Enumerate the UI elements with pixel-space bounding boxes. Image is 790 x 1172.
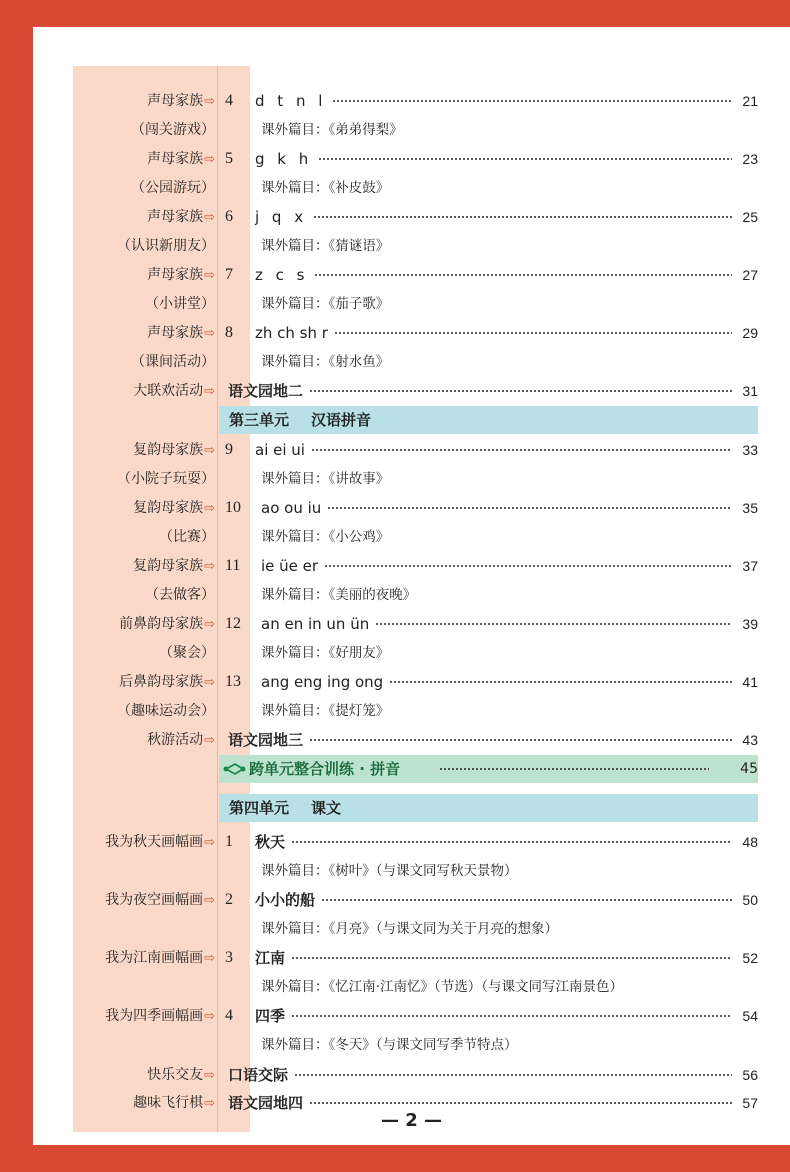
toc-entry[interactable] [33,1061,790,1089]
toc-entry[interactable] [33,145,790,173]
unit-header [219,794,758,822]
extra-reading: 课外篇目：《树叶》（与课文同写秋天景物） [261,863,518,879]
page-ref: 43 [742,732,758,748]
right-arrow-icon: ⇨ [204,152,215,167]
lesson-title: 语文园地二 [228,382,304,400]
right-arrow-icon: ⇨ [204,94,215,109]
activity-label-text: （课间活动） [131,354,215,370]
activity-label [147,145,215,173]
lesson-number: 4 [225,92,233,109]
lesson-title: d t n l [255,92,327,110]
right-arrow-icon: ⇨ [204,617,215,632]
activity-label-text: 声母家族 [147,151,204,167]
toc-entry[interactable] [33,203,790,231]
leader-dots [321,899,732,901]
activity-label [131,348,215,376]
activity-label-text: 趣味飞行棋 [133,1095,204,1111]
activity-label-text: （比赛） [159,529,215,545]
page-ref: 25 [742,209,758,225]
right-arrow-icon: ⇨ [204,268,215,283]
right-arrow-icon: ⇨ [204,210,215,225]
extra-reading: 课外篇目：《冬天》（与课文同写季节特点） [261,1037,518,1053]
activity-label-text: （去做客） [145,587,215,603]
activity-label [147,726,215,754]
training-title: 跨单元整合训练 · 拼音 [249,760,401,778]
extra-reading: 课外篇目：《忆江南·江南忆》（节选）（与课文同写江南景色） [261,979,624,995]
lesson-number: 2 [225,891,233,908]
leader-dots [311,449,732,451]
connector-icon [223,761,247,781]
toc-entry[interactable] [33,319,790,347]
extra-reading-row[interactable] [33,697,790,725]
lesson-title: 口语交际 [228,1066,289,1084]
leader-dots [313,216,732,218]
leader-dots [327,507,732,509]
lesson-title: ao ou iu [261,499,322,517]
lesson-title: ai ei ui [255,441,305,459]
activity-label [133,552,215,580]
activity-label [117,465,215,493]
lesson-title: zh ch sh r [255,324,328,342]
lesson-title: z c s [255,266,309,284]
extra-reading-row[interactable] [33,523,790,551]
lesson-number: 12 [225,615,241,632]
extra-reading: 课外篇目：《射水鱼》 [261,354,390,370]
leader-dots [389,681,732,683]
activity-label-text: 声母家族 [147,209,204,225]
activity-label [147,1061,215,1089]
unit-number: 第四单元 [229,799,290,817]
toc-entry[interactable] [33,610,790,638]
lesson-number: 8 [225,324,233,341]
extra-reading: 课外篇目：《弟弟得梨》 [261,122,403,138]
activity-label [105,828,215,856]
leader-dots [439,768,709,770]
page-ref: 27 [742,267,758,283]
toc-entry[interactable] [33,261,790,289]
extra-reading: 课外篇目：《小公鸡》 [261,529,390,545]
activity-label [105,944,215,972]
toc-page [33,27,790,1145]
activity-label-text: 我为四季画幅画 [105,1008,204,1024]
page-ref: 23 [742,151,758,167]
extra-reading-row[interactable] [33,915,790,943]
lesson-title: 四季 [255,1007,286,1025]
right-arrow-icon: ⇨ [204,675,215,690]
extra-reading: 课外篇目：《讲故事》 [261,471,390,487]
activity-label-text: （公园游玩） [131,180,215,196]
extra-reading: 课外篇目：《猜谜语》 [261,238,390,254]
leader-dots [324,565,732,567]
page-ref: 57 [742,1095,758,1111]
right-arrow-icon: ⇨ [204,559,215,574]
lesson-number: 3 [225,949,233,966]
leader-dots [334,332,732,334]
page-number: — 2 — [380,1110,443,1131]
leader-dots [332,100,732,102]
activity-label [147,87,215,115]
unit-header [219,406,758,434]
right-arrow-icon: ⇨ [204,951,215,966]
right-arrow-icon: ⇨ [204,1068,215,1083]
activity-label [133,494,215,522]
lesson-title: 秋天 [255,833,286,851]
extra-reading-row[interactable] [33,465,790,493]
toc-entry[interactable] [33,87,790,115]
lesson-number: 1 [225,833,233,850]
toc-entry[interactable] [33,494,790,522]
lesson-title: ie üe er [261,557,319,575]
activity-label [133,436,215,464]
lesson-title: ang eng ing ong [261,673,384,691]
activity-label [105,1002,215,1030]
activity-label [119,668,215,696]
extra-reading: 课外篇目：《补皮鼓》 [261,180,390,196]
right-arrow-icon: ⇨ [204,384,215,399]
extra-reading-row[interactable] [33,348,790,376]
activity-label-text: 复韵母家族 [133,442,204,458]
leader-dots [294,1074,732,1076]
right-arrow-icon: ⇨ [204,326,215,341]
lesson-title: j q x [255,208,308,226]
extra-reading-row[interactable] [33,639,790,667]
activity-label-text: （趣味运动会） [117,703,215,719]
right-arrow-icon: ⇨ [204,443,215,458]
unit-name: 汉语拼音 [311,411,372,429]
extra-reading-row[interactable] [33,116,790,144]
activity-label-text: （聚会） [159,645,215,661]
activity-label [133,377,215,405]
page-ref: 29 [742,325,758,341]
right-arrow-icon: ⇨ [204,501,215,516]
lesson-number: 6 [225,208,233,225]
extra-reading: 课外篇目：《提灯笼》 [261,703,390,719]
activity-label-text: 秋游活动 [147,732,204,748]
unit-number: 第三单元 [229,411,290,429]
activity-label-text: 快乐交友 [147,1067,204,1083]
lesson-title: g k h [255,150,313,168]
activity-label [117,697,215,725]
lesson-number: 7 [225,266,233,283]
page-ref: 48 [742,834,758,850]
lesson-title: 语文园地三 [228,731,304,749]
extra-reading: 课外篇目：《好朋友》 [261,645,390,661]
leader-dots [291,841,732,843]
leader-dots [375,623,732,625]
lesson-number: 10 [225,499,241,516]
activity-label [145,581,215,609]
activity-label [131,174,215,202]
extra-reading-row[interactable] [33,232,790,260]
leader-dots [309,390,732,392]
page-ref: 54 [742,1008,758,1024]
activity-label [147,261,215,289]
cross-unit-training[interactable] [219,755,758,783]
activity-label [117,232,215,260]
extra-reading-row[interactable] [33,290,790,318]
activity-label [159,639,215,667]
leader-dots [309,1102,732,1104]
toc-entry[interactable] [33,1002,790,1030]
extra-reading: 课外篇目：《月亮》（与课文同为关于月亮的想象） [261,921,558,937]
extra-reading-row[interactable] [33,973,790,1001]
toc-entry[interactable] [33,886,790,914]
activity-label [145,290,215,318]
right-arrow-icon: ⇨ [204,1096,215,1111]
page-ref: 41 [742,674,758,690]
activity-label [105,886,215,914]
page-ref: 50 [742,892,758,908]
page-ref: 31 [742,383,758,399]
activity-label-text: 复韵母家族 [133,558,204,574]
extra-reading-row[interactable] [33,174,790,202]
unit-title [229,406,371,434]
leader-dots [318,158,732,160]
activity-label [131,116,215,144]
activity-label-text: （闯关游戏） [131,122,215,138]
page-ref: 45 [740,761,758,777]
right-arrow-icon: ⇨ [204,733,215,748]
activity-label-text: 声母家族 [147,325,204,341]
lesson-title: 语文园地四 [228,1094,304,1112]
toc-entry[interactable] [33,552,790,580]
right-arrow-icon: ⇨ [204,835,215,850]
activity-label-text: （小院子玩耍） [117,471,215,487]
page-ref: 21 [742,93,758,109]
lesson-number: 13 [225,673,241,690]
activity-label [119,610,215,638]
extra-reading-row[interactable] [33,857,790,885]
unit-name: 课文 [311,799,342,817]
activity-label-text: 我为江南画幅画 [105,950,204,966]
toc-entry[interactable] [33,436,790,464]
activity-label-text: （小讲堂） [145,296,215,312]
activity-label-text: 声母家族 [147,93,204,109]
activity-label-text: 我为秋天画幅画 [105,834,204,850]
activity-label [147,319,215,347]
toc-entry[interactable] [33,668,790,696]
lesson-number: 4 [225,1007,233,1024]
lesson-number: 11 [225,557,241,574]
activity-label-text: 后鼻韵母家族 [119,674,204,690]
page-ref: 39 [742,616,758,632]
right-arrow-icon: ⇨ [204,1009,215,1024]
activity-label-text: 复韵母家族 [133,500,204,516]
page-ref: 56 [742,1067,758,1083]
activity-label [147,203,215,231]
page-ref: 52 [742,950,758,966]
activity-label-text: （认识新朋友） [117,238,215,254]
lesson-number: 5 [225,150,233,167]
activity-label-text: 大联欢活动 [133,383,204,399]
unit-title [229,794,341,822]
toc-entry[interactable] [33,377,790,405]
page-ref: 33 [742,442,758,458]
leader-dots [291,1015,732,1017]
toc-entry[interactable] [33,726,790,754]
toc-entry[interactable] [33,828,790,856]
leader-dots [291,957,732,959]
right-arrow-icon: ⇨ [204,893,215,908]
extra-reading: 课外篇目：《美丽的夜晚》 [261,587,417,603]
lesson-number: 9 [225,441,233,458]
activity-label-text: 声母家族 [147,267,204,283]
extra-reading-row[interactable] [33,581,790,609]
lesson-title: an en in un ün [261,615,370,633]
leader-dots [314,274,732,276]
lesson-title: 江南 [255,949,286,967]
lesson-title: 小小的船 [255,891,316,909]
page-ref: 37 [742,558,758,574]
activity-label-text: 前鼻韵母家族 [119,616,204,632]
extra-reading-row[interactable] [33,1031,790,1059]
leader-dots [309,739,732,741]
activity-label [159,523,215,551]
page-ref: 35 [742,500,758,516]
toc-entry[interactable] [33,944,790,972]
extra-reading: 课外篇目：《茄子歌》 [261,296,390,312]
activity-label-text: 我为夜空画幅画 [105,892,204,908]
